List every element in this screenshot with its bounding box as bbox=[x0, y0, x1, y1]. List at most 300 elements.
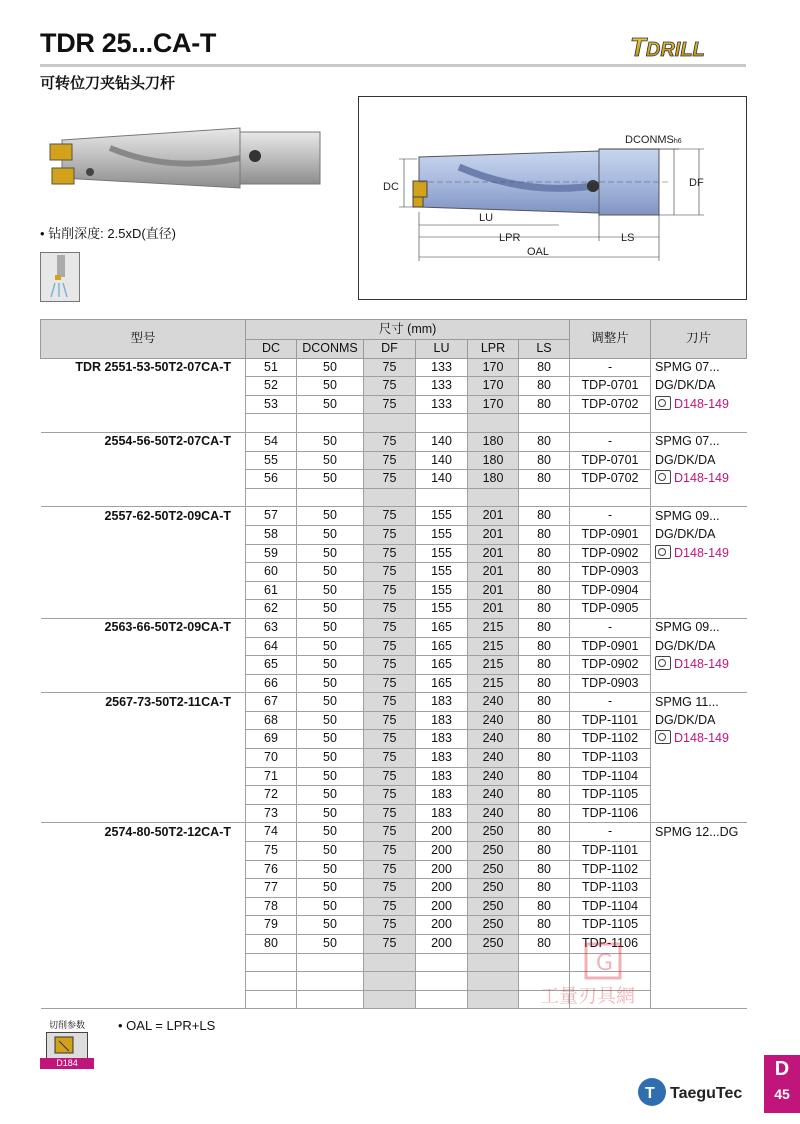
cell-df: 75 bbox=[364, 656, 416, 675]
cell-adjust: - bbox=[570, 358, 651, 377]
cell-lu: 155 bbox=[416, 544, 468, 563]
cell-lu: 200 bbox=[416, 879, 468, 898]
cell-lpr: 240 bbox=[468, 767, 519, 786]
cell-df: 75 bbox=[364, 451, 416, 470]
model-cell bbox=[41, 377, 246, 396]
svg-text:工量刃具網: 工量刃具網 bbox=[540, 985, 636, 1007]
cell-lpr bbox=[468, 972, 519, 991]
cell-df: 75 bbox=[364, 767, 416, 786]
table-row bbox=[41, 507, 747, 526]
cell-ls: 80 bbox=[519, 395, 570, 414]
cell-lu bbox=[416, 488, 468, 507]
cell-adjust bbox=[570, 488, 651, 507]
cell-lu: 165 bbox=[416, 656, 468, 675]
cell-lu: 133 bbox=[416, 358, 468, 377]
insert-ref-link[interactable] bbox=[655, 397, 729, 411]
header-dimensions: 尺寸 (mm) bbox=[246, 320, 570, 340]
cell-dconms: 50 bbox=[297, 432, 364, 451]
model-cell bbox=[41, 749, 246, 768]
cell-df: 75 bbox=[364, 711, 416, 730]
insert-cell: DG/DK/DA bbox=[655, 378, 716, 393]
label-dc: DC bbox=[383, 181, 399, 193]
cell-ls: 80 bbox=[519, 451, 570, 470]
cell-lpr bbox=[468, 953, 519, 972]
cell-ls: 80 bbox=[519, 897, 570, 916]
insert-ref-code: D148-149 bbox=[674, 731, 729, 746]
table-row bbox=[41, 414, 747, 433]
model-cell bbox=[41, 767, 246, 786]
insert-cell bbox=[651, 656, 747, 675]
cell-lpr: 170 bbox=[468, 395, 519, 414]
cell-dc bbox=[246, 972, 297, 991]
table-row bbox=[41, 711, 747, 730]
section-letter: D bbox=[774, 1058, 790, 1080]
model-cell bbox=[41, 711, 246, 730]
cell-lpr: 201 bbox=[468, 563, 519, 582]
cell-dc: 64 bbox=[246, 637, 297, 656]
cell-lu: 183 bbox=[416, 730, 468, 749]
catalog-ref-icon bbox=[655, 396, 671, 410]
cell-df: 75 bbox=[364, 674, 416, 693]
cell-df: 75 bbox=[364, 842, 416, 861]
cell-df: 75 bbox=[364, 823, 416, 842]
cell-dconms: 50 bbox=[297, 358, 364, 377]
svg-text:G: G bbox=[596, 951, 614, 976]
cell-dc: 72 bbox=[246, 786, 297, 805]
insert-cell: SPMG 07... bbox=[651, 432, 747, 451]
cell-dconms: 50 bbox=[297, 600, 364, 619]
cell-lu bbox=[416, 953, 468, 972]
cell-dconms: 50 bbox=[297, 656, 364, 675]
model-cell bbox=[41, 990, 246, 1009]
col-lpr: LPR bbox=[468, 340, 519, 359]
cell-lpr: 250 bbox=[468, 916, 519, 935]
cell-dconms: 50 bbox=[297, 916, 364, 935]
cell-df: 75 bbox=[364, 600, 416, 619]
cell-ls: 80 bbox=[519, 600, 570, 619]
model-cell: 2554-56-50T2-07CA-T bbox=[41, 432, 246, 451]
cell-lpr: 250 bbox=[468, 860, 519, 879]
table-row bbox=[41, 488, 747, 507]
model-cell bbox=[41, 600, 246, 619]
catalog-ref-icon bbox=[655, 730, 671, 744]
cell-dconms: 50 bbox=[297, 395, 364, 414]
model-cell bbox=[41, 470, 246, 489]
table-row bbox=[41, 860, 747, 879]
cell-df: 75 bbox=[364, 860, 416, 879]
table-row bbox=[41, 525, 747, 544]
cell-adjust: TDP-1105 bbox=[570, 786, 651, 805]
insert-ref-code: D148-149 bbox=[674, 545, 729, 560]
cell-lpr: 240 bbox=[468, 693, 519, 712]
label-oal: OAL bbox=[527, 246, 550, 258]
cell-dconms: 50 bbox=[297, 860, 364, 879]
model-cell bbox=[41, 730, 246, 749]
cell-ls: 80 bbox=[519, 786, 570, 805]
cell-lu: 200 bbox=[416, 823, 468, 842]
cell-dconms: 50 bbox=[297, 581, 364, 600]
model-cell bbox=[41, 916, 246, 935]
model-cell bbox=[41, 972, 246, 991]
cell-dconms bbox=[297, 953, 364, 972]
table-row bbox=[41, 637, 747, 656]
cell-lpr: 215 bbox=[468, 656, 519, 675]
cell-lpr: 215 bbox=[468, 674, 519, 693]
cell-dc: 52 bbox=[246, 377, 297, 396]
table-row bbox=[41, 916, 747, 935]
cell-df: 75 bbox=[364, 730, 416, 749]
cell-lu: 165 bbox=[416, 674, 468, 693]
cell-adjust: TDP-1106 bbox=[570, 935, 651, 954]
insert-cell bbox=[651, 488, 747, 507]
cell-ls bbox=[519, 488, 570, 507]
cell-df: 75 bbox=[364, 916, 416, 935]
cell-dconms: 50 bbox=[297, 674, 364, 693]
spec-table bbox=[40, 319, 747, 1009]
cell-dc bbox=[246, 990, 297, 1009]
cell-dc: 59 bbox=[246, 544, 297, 563]
cutting-params-label: 切削参数 bbox=[48, 1020, 85, 1030]
insert-cell: SPMG 09... bbox=[651, 618, 747, 637]
cell-df: 75 bbox=[364, 581, 416, 600]
cell-ls: 80 bbox=[519, 804, 570, 823]
cell-adjust: - bbox=[570, 618, 651, 637]
cell-ls: 80 bbox=[519, 618, 570, 637]
model-cell bbox=[41, 637, 246, 656]
insert-ref-code: D148-149 bbox=[674, 471, 729, 486]
model-cell bbox=[41, 656, 246, 675]
insert-cell bbox=[651, 395, 747, 414]
insert-ref-code: D148-149 bbox=[674, 657, 729, 672]
table-row bbox=[41, 377, 747, 396]
cutting-params-link[interactable] bbox=[40, 1018, 94, 1068]
model-cell: 2574-80-50T2-12CA-T bbox=[41, 823, 246, 842]
table-row bbox=[41, 730, 747, 749]
cell-lu bbox=[416, 414, 468, 433]
cell-ls: 80 bbox=[519, 730, 570, 749]
model-cell bbox=[41, 842, 246, 861]
cell-dc: 61 bbox=[246, 581, 297, 600]
cell-df: 75 bbox=[364, 525, 416, 544]
cell-dconms: 50 bbox=[297, 842, 364, 861]
cell-adjust: TDP-0903 bbox=[570, 563, 651, 582]
col-lu: LU bbox=[416, 340, 468, 359]
cell-dc: 68 bbox=[246, 711, 297, 730]
drill-depth-note: • 钻削深度: 2.5xD(直径) bbox=[40, 226, 177, 241]
insert-cell bbox=[651, 749, 747, 768]
cell-adjust: - bbox=[570, 823, 651, 842]
table-row bbox=[41, 656, 747, 675]
table-row bbox=[41, 804, 747, 823]
cell-ls: 80 bbox=[519, 525, 570, 544]
model-cell bbox=[41, 674, 246, 693]
insert-cell: SPMG 11... bbox=[651, 693, 747, 712]
model-cell bbox=[41, 525, 246, 544]
cell-df: 75 bbox=[364, 804, 416, 823]
col-ls: LS bbox=[519, 340, 570, 359]
cell-lpr: 201 bbox=[468, 600, 519, 619]
cell-df: 75 bbox=[364, 432, 416, 451]
header-model: 型号 bbox=[41, 320, 246, 359]
insert-ref-link[interactable] bbox=[655, 731, 729, 745]
table-row bbox=[41, 842, 747, 861]
cell-ls: 80 bbox=[519, 544, 570, 563]
cell-adjust: TDP-0901 bbox=[570, 637, 651, 656]
insert-cell bbox=[651, 804, 747, 823]
cell-lu: 155 bbox=[416, 581, 468, 600]
cell-adjust: TDP-0904 bbox=[570, 581, 651, 600]
cell-ls: 80 bbox=[519, 470, 570, 489]
col-df: DF bbox=[364, 340, 416, 359]
cell-dconms bbox=[297, 488, 364, 507]
insert-cell bbox=[651, 470, 747, 489]
cell-dc bbox=[246, 488, 297, 507]
cell-dc: 55 bbox=[246, 451, 297, 470]
cell-dconms: 50 bbox=[297, 730, 364, 749]
cell-lu: 155 bbox=[416, 563, 468, 582]
cell-lu: 200 bbox=[416, 842, 468, 861]
cell-lpr: 180 bbox=[468, 470, 519, 489]
cell-dc: 51 bbox=[246, 358, 297, 377]
insert-cell bbox=[651, 842, 747, 861]
cell-adjust: TDP-1101 bbox=[570, 711, 651, 730]
cell-df: 75 bbox=[364, 563, 416, 582]
table-row bbox=[41, 618, 747, 637]
table-row bbox=[41, 767, 747, 786]
insert-cell: DG/DK/DA bbox=[655, 712, 716, 727]
cell-lpr: 201 bbox=[468, 507, 519, 526]
cell-dconms: 50 bbox=[297, 749, 364, 768]
cell-ls: 80 bbox=[519, 693, 570, 712]
cell-dconms: 50 bbox=[297, 618, 364, 637]
cell-dc: 57 bbox=[246, 507, 297, 526]
insert-cell bbox=[651, 581, 747, 600]
cell-df: 75 bbox=[364, 637, 416, 656]
insert-cell: DG/DK/DA bbox=[655, 526, 716, 541]
insert-cell bbox=[651, 563, 747, 582]
cell-adjust: TDP-0701 bbox=[570, 377, 651, 396]
cell-dconms: 50 bbox=[297, 544, 364, 563]
cutting-params-icon bbox=[46, 1032, 88, 1060]
cell-lu: 183 bbox=[416, 693, 468, 712]
insert-cell bbox=[651, 916, 747, 935]
cell-df: 75 bbox=[364, 377, 416, 396]
cell-lu: 155 bbox=[416, 507, 468, 526]
cell-dconms: 50 bbox=[297, 507, 364, 526]
cell-dc: 60 bbox=[246, 563, 297, 582]
cell-dc: 79 bbox=[246, 916, 297, 935]
cell-lu: 165 bbox=[416, 637, 468, 656]
cell-adjust: TDP-1104 bbox=[570, 897, 651, 916]
model-cell: 2563-66-50T2-09CA-T bbox=[41, 618, 246, 637]
cell-df bbox=[364, 990, 416, 1009]
insert-cell: DG/DK/DA bbox=[655, 638, 716, 653]
table-row bbox=[41, 693, 747, 712]
cell-dconms: 50 bbox=[297, 897, 364, 916]
svg-text:T: T bbox=[645, 1085, 655, 1102]
model-cell bbox=[41, 395, 246, 414]
cell-dc: 63 bbox=[246, 618, 297, 637]
cell-ls: 80 bbox=[519, 916, 570, 935]
title-divider bbox=[40, 64, 746, 67]
cell-dconms: 50 bbox=[297, 767, 364, 786]
drilling-thumbnail bbox=[40, 252, 80, 302]
cell-dc: 69 bbox=[246, 730, 297, 749]
cell-lu: 155 bbox=[416, 525, 468, 544]
dimension-drawing-svg bbox=[359, 97, 746, 299]
cell-df bbox=[364, 972, 416, 991]
model-cell bbox=[41, 860, 246, 879]
cell-lpr: 240 bbox=[468, 711, 519, 730]
cell-dc: 65 bbox=[246, 656, 297, 675]
table-row bbox=[41, 600, 747, 619]
cell-df bbox=[364, 414, 416, 433]
cell-dconms: 50 bbox=[297, 525, 364, 544]
model-cell bbox=[41, 581, 246, 600]
model-cell bbox=[41, 451, 246, 470]
cell-ls: 80 bbox=[519, 507, 570, 526]
insert-ref-link[interactable] bbox=[655, 657, 729, 671]
cell-dc: 66 bbox=[246, 674, 297, 693]
cell-df: 75 bbox=[364, 786, 416, 805]
model-cell: 2567-73-50T2-11CA-T bbox=[41, 693, 246, 712]
cell-dconms: 50 bbox=[297, 786, 364, 805]
cell-lu: 200 bbox=[416, 935, 468, 954]
cell-lu: 140 bbox=[416, 470, 468, 489]
dimension-drawing bbox=[358, 96, 747, 300]
cell-dconms: 50 bbox=[297, 823, 364, 842]
cell-dc: 62 bbox=[246, 600, 297, 619]
tdrill-logo bbox=[628, 30, 748, 64]
cell-lu: 140 bbox=[416, 432, 468, 451]
cell-ls: 80 bbox=[519, 674, 570, 693]
cell-lpr: 215 bbox=[468, 618, 519, 637]
cell-adjust: TDP-1105 bbox=[570, 916, 651, 935]
insert-ref-link[interactable] bbox=[655, 471, 729, 485]
cell-dc: 56 bbox=[246, 470, 297, 489]
cell-adjust: TDP-0702 bbox=[570, 395, 651, 414]
cell-lpr: 201 bbox=[468, 544, 519, 563]
cell-dc: 67 bbox=[246, 693, 297, 712]
table-row bbox=[41, 358, 747, 377]
cell-adjust: TDP-1103 bbox=[570, 749, 651, 768]
cell-lu: 183 bbox=[416, 804, 468, 823]
section-tab bbox=[764, 1055, 800, 1113]
cell-lpr: 240 bbox=[468, 730, 519, 749]
cell-lpr: 240 bbox=[468, 786, 519, 805]
model-cell bbox=[41, 544, 246, 563]
cell-dconms: 50 bbox=[297, 804, 364, 823]
cell-df bbox=[364, 488, 416, 507]
insert-ref-link[interactable] bbox=[655, 546, 729, 560]
table-row bbox=[41, 544, 747, 563]
insert-cell: DG/DK/DA bbox=[655, 452, 716, 467]
cell-df: 75 bbox=[364, 749, 416, 768]
cell-ls: 80 bbox=[519, 377, 570, 396]
table-row bbox=[41, 470, 747, 489]
cell-df: 75 bbox=[364, 618, 416, 637]
col-dconms: DCONMS bbox=[297, 340, 364, 359]
insert-cell bbox=[651, 897, 747, 916]
insert-cell bbox=[651, 730, 747, 749]
cell-dconms: 50 bbox=[297, 693, 364, 712]
cell-lu: 165 bbox=[416, 618, 468, 637]
cell-adjust: - bbox=[570, 507, 651, 526]
table-row bbox=[41, 451, 747, 470]
cell-dconms bbox=[297, 414, 364, 433]
page-title: TDR 25...CA-T bbox=[40, 28, 217, 58]
page-subtitle: 可转位刀夹钻头刀杆 bbox=[40, 75, 176, 92]
page-number: 45 bbox=[774, 1086, 790, 1102]
col-dc: DC bbox=[246, 340, 297, 359]
cell-lpr: 250 bbox=[468, 823, 519, 842]
insert-cell bbox=[651, 600, 747, 619]
cell-ls: 80 bbox=[519, 767, 570, 786]
table-row bbox=[41, 879, 747, 898]
catalog-ref-icon bbox=[655, 656, 671, 670]
header-insert: 刀片 bbox=[651, 320, 747, 359]
cell-lu: 133 bbox=[416, 395, 468, 414]
cell-dc bbox=[246, 414, 297, 433]
cell-dc: 76 bbox=[246, 860, 297, 879]
cell-adjust: TDP-1101 bbox=[570, 842, 651, 861]
table-row bbox=[41, 432, 747, 451]
cell-adjust bbox=[570, 414, 651, 433]
taegutec-logo bbox=[636, 1074, 758, 1110]
cell-ls: 80 bbox=[519, 432, 570, 451]
cell-adjust: TDP-1102 bbox=[570, 730, 651, 749]
cell-lu: 200 bbox=[416, 916, 468, 935]
cell-adjust: TDP-0902 bbox=[570, 656, 651, 675]
cell-df: 75 bbox=[364, 507, 416, 526]
table-row bbox=[41, 823, 747, 842]
cell-lpr: 250 bbox=[468, 935, 519, 954]
watermark-logo bbox=[536, 940, 686, 1020]
cell-lpr: 250 bbox=[468, 897, 519, 916]
cell-lpr: 215 bbox=[468, 637, 519, 656]
insert-cell: SPMG 07... bbox=[651, 358, 747, 377]
cell-df: 75 bbox=[364, 897, 416, 916]
cell-lu: 183 bbox=[416, 711, 468, 730]
model-cell bbox=[41, 879, 246, 898]
cell-df: 75 bbox=[364, 693, 416, 712]
cell-adjust: TDP-0901 bbox=[570, 525, 651, 544]
label-dconms: DCONMSh6 bbox=[625, 134, 682, 146]
cell-dconms: 50 bbox=[297, 563, 364, 582]
cell-adjust: TDP-0701 bbox=[570, 451, 651, 470]
model-cell bbox=[41, 786, 246, 805]
cell-adjust: - bbox=[570, 693, 651, 712]
cell-lpr: 170 bbox=[468, 377, 519, 396]
cell-lu: 200 bbox=[416, 860, 468, 879]
cell-adjust: TDP-1106 bbox=[570, 804, 651, 823]
cell-lu: 133 bbox=[416, 377, 468, 396]
cell-dc: 71 bbox=[246, 767, 297, 786]
cell-dc: 70 bbox=[246, 749, 297, 768]
cell-dc: 75 bbox=[246, 842, 297, 861]
insert-cell bbox=[651, 786, 747, 805]
cell-ls: 80 bbox=[519, 879, 570, 898]
insert-cell: SPMG 09... bbox=[651, 507, 747, 526]
cell-lpr: 250 bbox=[468, 879, 519, 898]
cell-dc: 77 bbox=[246, 879, 297, 898]
model-cell bbox=[41, 414, 246, 433]
cell-lpr: 201 bbox=[468, 525, 519, 544]
cell-lpr: 180 bbox=[468, 432, 519, 451]
cell-lu: 155 bbox=[416, 600, 468, 619]
label-ls: LS bbox=[621, 232, 635, 244]
cell-lpr bbox=[468, 414, 519, 433]
